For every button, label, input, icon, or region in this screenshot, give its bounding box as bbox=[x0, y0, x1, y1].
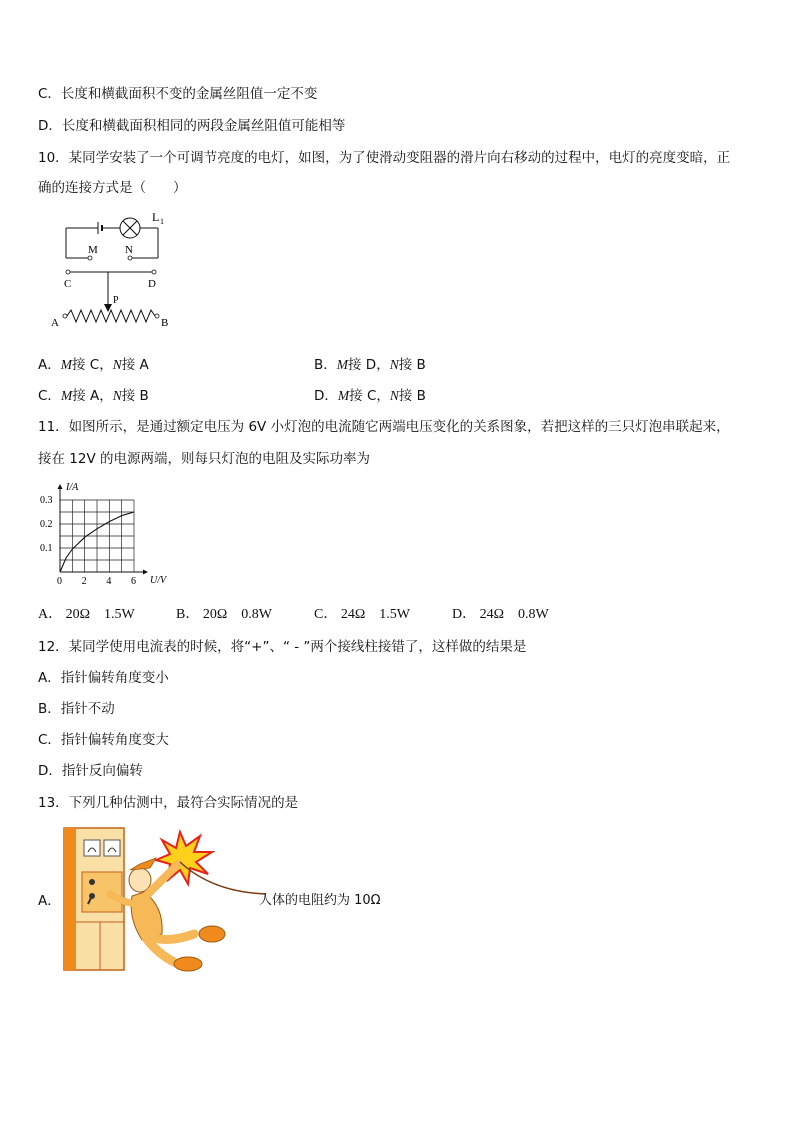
q12-option-c: C．指针偏转角度变大 bbox=[38, 732, 169, 748]
terminal-a-label: A bbox=[51, 317, 59, 329]
chart-axes bbox=[58, 484, 149, 575]
chart-ylabel: I/A bbox=[66, 482, 79, 493]
q12-option-b: B．指针不动 bbox=[38, 701, 115, 717]
chart-grid bbox=[60, 500, 134, 572]
y-tick-label: 0.2 bbox=[40, 519, 53, 530]
terminal-m-label: M bbox=[88, 244, 98, 256]
x-tick-label: 0 bbox=[57, 576, 62, 587]
y-tick-label: 0.1 bbox=[40, 543, 53, 554]
q10-stem-line1: 10．某同学安装了一个可调节亮度的电灯，如图，为了使滑动变阻器的滑片向右移动的过程中，电灯的亮度变暗，正 bbox=[38, 150, 731, 166]
q11-stem-line2: 接在 12V 的电源两端，则每只灯泡的电阻及实际功率为 bbox=[38, 451, 370, 467]
x-tick-label: 2 bbox=[81, 576, 87, 587]
lamp-label-sub: 1 bbox=[160, 217, 164, 226]
q11-option-a: A． 20Ω 1.5W bbox=[38, 607, 135, 622]
terminal-c-label: C bbox=[64, 278, 72, 290]
x-axis-arrow-icon bbox=[143, 570, 148, 575]
q11-iu-chart bbox=[36, 478, 176, 588]
x-tick-label: 6 bbox=[131, 576, 136, 587]
lamp-label: L bbox=[152, 210, 160, 224]
q13-option-a-text: 人体的电阻约为 10Ω bbox=[259, 893, 381, 908]
q9-option-d: D．长度和横截面积相同的两段金属丝阻值可能相等 bbox=[38, 118, 346, 134]
q11-stem-line1: 11．如图所示，是通过额定电压为 6V 小灯泡的电流随它两端电压变化的关系图象，若把这样的三只灯泡串联起来， bbox=[38, 419, 730, 435]
slider-p-label: P bbox=[113, 295, 119, 306]
q10-circuit-figure bbox=[48, 204, 178, 332]
terminal-n-label: N bbox=[125, 244, 133, 256]
q10-option-c: C．M接 A，N接 B bbox=[38, 388, 149, 404]
y-axis-arrow-icon bbox=[58, 484, 63, 489]
q9-option-c: C．长度和横截面积不变的金属丝阻值一定不变 bbox=[38, 86, 318, 102]
terminal-d-label: D bbox=[148, 278, 156, 290]
chart-xlabel: U/V bbox=[150, 575, 167, 586]
q12-option-d: D．指针反向偏转 bbox=[38, 763, 143, 779]
x-tick-label: 4 bbox=[106, 576, 112, 587]
q11-option-b: B． 20Ω 0.8W bbox=[176, 607, 272, 622]
q10-option-b: B．M接 D，N接 B bbox=[314, 357, 426, 373]
q10-stem-line2: 确的连接方式是（ ） bbox=[38, 180, 187, 196]
electric-shock-illustration bbox=[62, 822, 267, 974]
y-tick-label: 0.3 bbox=[40, 495, 53, 506]
q11-option-c: C． 24Ω 1.5W bbox=[314, 607, 410, 622]
q10-option-a: A．M接 C，N接 A bbox=[38, 357, 149, 373]
q10-option-d: D．M接 C，N接 B bbox=[314, 388, 426, 404]
terminal-b-label: B bbox=[161, 317, 169, 329]
q12-option-a: A．指针偏转角度变小 bbox=[38, 670, 169, 686]
q11-option-d: D． 24Ω 0.8W bbox=[452, 607, 549, 622]
resistor-coil bbox=[67, 310, 155, 322]
q12-stem: 12．某同学使用电流表的时候，将“+”、“ - ”两个接线柱接错了，这样做的结果是 bbox=[38, 639, 527, 655]
q13-stem: 13．下列几种估测中，最符合实际情况的是 bbox=[38, 795, 299, 811]
q13-option-a-letter: A． bbox=[38, 893, 61, 909]
